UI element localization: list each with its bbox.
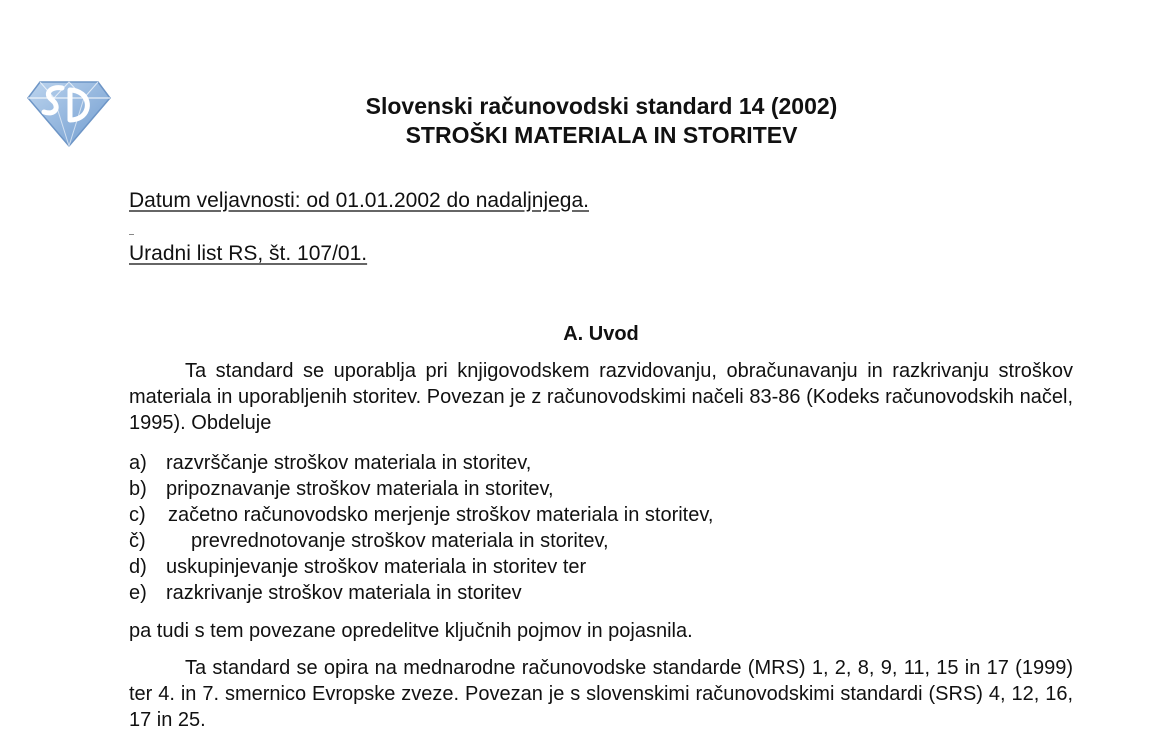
list-item	[129, 528, 1073, 554]
standards-reference-paragraph: Ta standard se opira na mednarodne računovodske standarde (MRS) 1, 2, 8, 9, 11, 15 in 17 (1999) ter 4. in 7. smernico Evropske zveze. Povezan je s slovenskimi računovodskimi standardi (SRS) 4, 12, 16, 17 in 25.	[129, 657, 1073, 731]
list-item-text: uskupinjevanje stroškov materiala in storitev ter	[166, 556, 587, 578]
list-marker: d)	[129, 556, 147, 578]
scope-list	[129, 450, 1073, 606]
list-item-text: pripoznavanje stroškov materiala in storitev,	[166, 478, 554, 500]
document-title	[130, 92, 1073, 150]
list-item-text: razvrščanje stroškov materiala in storitev,	[166, 452, 532, 474]
list-marker: a)	[129, 452, 147, 474]
list-marker: e)	[129, 582, 147, 604]
list-item	[129, 502, 1073, 528]
intro-paragraph: Ta standard se uporablja pri knjigovodskem razvidovanju, obračunavanju in razkrivanju stroškov materiala in uporabljenih storitev. Povezan je z računovodskimi načeli 83-86 (Kodeks računovodskih načel, 1995). Obdeluje	[129, 360, 1073, 434]
validity-date-link[interactable]: Datum veljavnosti: od 01.01.2002 do nadaljnjega.	[129, 189, 589, 212]
scope-continuation-paragraph: pa tudi s tem povezane opredelitve ključnih pojmov in pojasnila.	[129, 620, 693, 642]
list-item	[129, 476, 1073, 502]
section-heading: A. Uvod	[563, 323, 639, 345]
title-line-2: STROŠKI MATERIALA IN STORITEV	[405, 122, 798, 148]
list-item	[129, 554, 1073, 580]
list-item	[129, 450, 1073, 476]
list-item-text: razkrivanje stroškov materiala in storitev	[166, 582, 522, 604]
list-marker: č)	[129, 530, 146, 552]
list-item	[129, 580, 1073, 606]
title-line-1: Slovenski računovodski standard 14 (2002)	[365, 93, 838, 119]
gazette-reference-link[interactable]: Uradni list RS, št. 107/01.	[129, 242, 368, 265]
list-item-text: začetno računovodsko merjenje stroškov materiala in storitev,	[168, 504, 714, 526]
list-marker: c)	[129, 504, 146, 526]
sd-diamond-logo-icon	[26, 76, 112, 150]
small-dash-mark	[129, 234, 134, 235]
list-marker: b)	[129, 478, 147, 500]
list-item-text: prevrednotovanje stroškov materiala in storitev,	[191, 530, 609, 552]
